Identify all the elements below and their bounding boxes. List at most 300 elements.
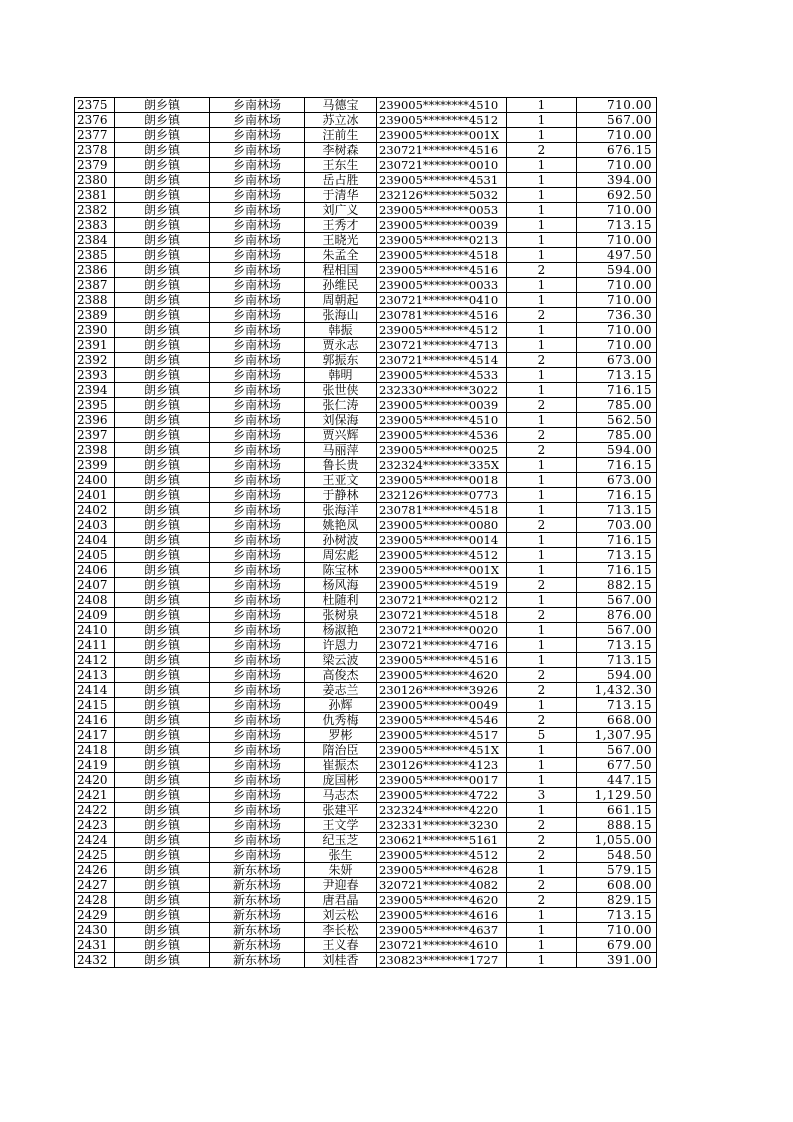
count-cell: 1 [507, 923, 577, 938]
unit-cell: 乡南林场 [210, 788, 305, 803]
amount-cell: 394.00 [577, 173, 657, 188]
town-cell: 朗乡镇 [115, 203, 210, 218]
row-number-cell: 2423 [75, 818, 115, 833]
town-cell: 朗乡镇 [115, 893, 210, 908]
table-row [75, 353, 657, 368]
unit-cell: 乡南林场 [210, 848, 305, 863]
unit-cell: 乡南林场 [210, 413, 305, 428]
id-number-cell: 239005********4628 [377, 863, 507, 878]
id-number-cell: 230721********4516 [377, 143, 507, 158]
unit-cell: 新东林场 [210, 923, 305, 938]
unit-cell: 乡南林场 [210, 443, 305, 458]
amount-cell: 1,432.30 [577, 683, 657, 698]
name-cell: 张生 [305, 848, 377, 863]
count-cell: 2 [507, 353, 577, 368]
id-number-cell: 239005********4519 [377, 578, 507, 593]
table-row [75, 923, 657, 938]
table-row [75, 908, 657, 923]
table-body [75, 98, 657, 968]
row-number-cell: 2422 [75, 803, 115, 818]
town-cell: 朗乡镇 [115, 173, 210, 188]
unit-cell: 乡南林场 [210, 728, 305, 743]
count-cell: 2 [507, 893, 577, 908]
table-row [75, 728, 657, 743]
town-cell: 朗乡镇 [115, 308, 210, 323]
row-number-cell: 2420 [75, 773, 115, 788]
count-cell: 3 [507, 788, 577, 803]
amount-cell: 391.00 [577, 953, 657, 968]
count-cell: 1 [507, 803, 577, 818]
count-cell: 1 [507, 623, 577, 638]
name-cell: 罗彬 [305, 728, 377, 743]
table-row [75, 818, 657, 833]
table-row [75, 683, 657, 698]
unit-cell: 乡南林场 [210, 173, 305, 188]
town-cell: 朗乡镇 [115, 698, 210, 713]
name-cell: 韩明 [305, 368, 377, 383]
count-cell: 1 [507, 593, 577, 608]
unit-cell: 乡南林场 [210, 323, 305, 338]
town-cell: 朗乡镇 [115, 293, 210, 308]
id-number-cell: 239005********0017 [377, 773, 507, 788]
row-number-cell: 2430 [75, 923, 115, 938]
id-number-cell: 239005********0080 [377, 518, 507, 533]
town-cell: 朗乡镇 [115, 98, 210, 113]
count-cell: 2 [507, 878, 577, 893]
town-cell: 朗乡镇 [115, 368, 210, 383]
table-row [75, 143, 657, 158]
row-number-cell: 2398 [75, 443, 115, 458]
amount-cell: 567.00 [577, 743, 657, 758]
id-number-cell: 232126********0773 [377, 488, 507, 503]
id-number-cell: 239005********0025 [377, 443, 507, 458]
row-number-cell: 2409 [75, 608, 115, 623]
name-cell: 苏立冰 [305, 113, 377, 128]
id-number-cell: 239005********4518 [377, 248, 507, 263]
count-cell: 1 [507, 113, 577, 128]
amount-cell: 710.00 [577, 158, 657, 173]
row-number-cell: 2395 [75, 398, 115, 413]
town-cell: 朗乡镇 [115, 428, 210, 443]
table-row [75, 128, 657, 143]
unit-cell: 乡南林场 [210, 638, 305, 653]
amount-cell: 594.00 [577, 443, 657, 458]
unit-cell: 新东林场 [210, 938, 305, 953]
id-number-cell: 239005********4516 [377, 263, 507, 278]
amount-cell: 567.00 [577, 113, 657, 128]
amount-cell: 579.15 [577, 863, 657, 878]
table-row [75, 653, 657, 668]
count-cell: 2 [507, 683, 577, 698]
row-number-cell: 2397 [75, 428, 115, 443]
town-cell: 朗乡镇 [115, 233, 210, 248]
name-cell: 王亚文 [305, 473, 377, 488]
row-number-cell: 2413 [75, 668, 115, 683]
unit-cell: 乡南林场 [210, 203, 305, 218]
name-cell: 杨风海 [305, 578, 377, 593]
table-row [75, 713, 657, 728]
unit-cell: 乡南林场 [210, 773, 305, 788]
name-cell: 张仁涛 [305, 398, 377, 413]
town-cell: 朗乡镇 [115, 578, 210, 593]
table-row [75, 563, 657, 578]
name-cell: 马志杰 [305, 788, 377, 803]
town-cell: 朗乡镇 [115, 638, 210, 653]
amount-cell: 710.00 [577, 233, 657, 248]
unit-cell: 乡南林场 [210, 503, 305, 518]
count-cell: 1 [507, 563, 577, 578]
row-number-cell: 2380 [75, 173, 115, 188]
count-cell: 2 [507, 308, 577, 323]
count-cell: 1 [507, 98, 577, 113]
id-number-cell: 230823********1727 [377, 953, 507, 968]
name-cell: 于清华 [305, 188, 377, 203]
name-cell: 韩振 [305, 323, 377, 338]
unit-cell: 乡南林场 [210, 563, 305, 578]
name-cell: 马德宝 [305, 98, 377, 113]
town-cell: 朗乡镇 [115, 503, 210, 518]
amount-cell: 829.15 [577, 893, 657, 908]
id-number-cell: 239005********4546 [377, 713, 507, 728]
amount-cell: 567.00 [577, 623, 657, 638]
unit-cell: 乡南林场 [210, 818, 305, 833]
unit-cell: 乡南林场 [210, 218, 305, 233]
id-number-cell: 239005********4510 [377, 413, 507, 428]
row-number-cell: 2418 [75, 743, 115, 758]
id-number-cell: 239005********4620 [377, 668, 507, 683]
amount-cell: 713.15 [577, 653, 657, 668]
town-cell: 朗乡镇 [115, 263, 210, 278]
row-number-cell: 2379 [75, 158, 115, 173]
amount-cell: 713.15 [577, 638, 657, 653]
name-cell: 孙辉 [305, 698, 377, 713]
town-cell: 朗乡镇 [115, 908, 210, 923]
unit-cell: 新东林场 [210, 863, 305, 878]
amount-cell: 677.50 [577, 758, 657, 773]
table-row [75, 263, 657, 278]
table-row [75, 188, 657, 203]
town-cell: 朗乡镇 [115, 383, 210, 398]
id-number-cell: 239005********4616 [377, 908, 507, 923]
id-number-cell: 239005********4516 [377, 653, 507, 668]
id-number-cell: 230781********4516 [377, 308, 507, 323]
unit-cell: 乡南林场 [210, 713, 305, 728]
count-cell: 1 [507, 938, 577, 953]
amount-cell: 710.00 [577, 203, 657, 218]
town-cell: 朗乡镇 [115, 833, 210, 848]
town-cell: 朗乡镇 [115, 803, 210, 818]
count-cell: 1 [507, 128, 577, 143]
unit-cell: 乡南林场 [210, 113, 305, 128]
amount-cell: 594.00 [577, 263, 657, 278]
table-row [75, 218, 657, 233]
count-cell: 1 [507, 383, 577, 398]
count-cell: 2 [507, 833, 577, 848]
name-cell: 于静林 [305, 488, 377, 503]
id-number-cell: 232324********4220 [377, 803, 507, 818]
name-cell: 尹迎春 [305, 878, 377, 893]
town-cell: 朗乡镇 [115, 593, 210, 608]
id-number-cell: 230621********5161 [377, 833, 507, 848]
id-number-cell: 232324********335X [377, 458, 507, 473]
row-number-cell: 2416 [75, 713, 115, 728]
amount-cell: 562.50 [577, 413, 657, 428]
row-number-cell: 2402 [75, 503, 115, 518]
row-number-cell: 2405 [75, 548, 115, 563]
row-number-cell: 2392 [75, 353, 115, 368]
unit-cell: 乡南林场 [210, 458, 305, 473]
unit-cell: 新东林场 [210, 893, 305, 908]
town-cell: 朗乡镇 [115, 278, 210, 293]
name-cell: 刘桂香 [305, 953, 377, 968]
count-cell: 1 [507, 218, 577, 233]
count-cell: 1 [507, 773, 577, 788]
unit-cell: 乡南林场 [210, 668, 305, 683]
id-number-cell: 239005********4722 [377, 788, 507, 803]
table-row [75, 503, 657, 518]
count-cell: 2 [507, 578, 577, 593]
table-row [75, 293, 657, 308]
town-cell: 朗乡镇 [115, 353, 210, 368]
amount-cell: 661.15 [577, 803, 657, 818]
id-number-cell: 239005********4533 [377, 368, 507, 383]
unit-cell: 乡南林场 [210, 743, 305, 758]
amount-cell: 716.15 [577, 458, 657, 473]
amount-cell: 668.00 [577, 713, 657, 728]
table-row [75, 893, 657, 908]
name-cell: 郭振东 [305, 353, 377, 368]
name-cell: 孙维民 [305, 278, 377, 293]
count-cell: 1 [507, 293, 577, 308]
unit-cell: 乡南林场 [210, 338, 305, 353]
table-row [75, 833, 657, 848]
row-number-cell: 2432 [75, 953, 115, 968]
name-cell: 李树森 [305, 143, 377, 158]
town-cell: 朗乡镇 [115, 728, 210, 743]
count-cell: 1 [507, 863, 577, 878]
name-cell: 王东生 [305, 158, 377, 173]
unit-cell: 乡南林场 [210, 548, 305, 563]
table-row [75, 848, 657, 863]
table-row [75, 323, 657, 338]
count-cell: 1 [507, 653, 577, 668]
name-cell: 张建平 [305, 803, 377, 818]
row-number-cell: 2387 [75, 278, 115, 293]
table-row [75, 308, 657, 323]
table-row [75, 623, 657, 638]
name-cell: 高俊杰 [305, 668, 377, 683]
town-cell: 朗乡镇 [115, 683, 210, 698]
name-cell: 周宏彪 [305, 548, 377, 563]
row-number-cell: 2428 [75, 893, 115, 908]
name-cell: 隋治臣 [305, 743, 377, 758]
amount-cell: 1,129.50 [577, 788, 657, 803]
table-row [75, 803, 657, 818]
town-cell: 朗乡镇 [115, 338, 210, 353]
town-cell: 朗乡镇 [115, 713, 210, 728]
count-cell: 2 [507, 263, 577, 278]
amount-cell: 548.50 [577, 848, 657, 863]
unit-cell: 乡南林场 [210, 803, 305, 818]
row-number-cell: 2403 [75, 518, 115, 533]
unit-cell: 乡南林场 [210, 758, 305, 773]
id-number-cell: 232330********3022 [377, 383, 507, 398]
amount-cell: 710.00 [577, 278, 657, 293]
row-number-cell: 2412 [75, 653, 115, 668]
table-row [75, 758, 657, 773]
amount-cell: 710.00 [577, 338, 657, 353]
row-number-cell: 2427 [75, 878, 115, 893]
amount-cell: 447.15 [577, 773, 657, 788]
name-cell: 朱孟全 [305, 248, 377, 263]
amount-cell: 710.00 [577, 923, 657, 938]
town-cell: 朗乡镇 [115, 413, 210, 428]
row-number-cell: 2408 [75, 593, 115, 608]
table-row [75, 668, 657, 683]
unit-cell: 乡南林场 [210, 398, 305, 413]
row-number-cell: 2399 [75, 458, 115, 473]
count-cell: 2 [507, 518, 577, 533]
row-number-cell: 2394 [75, 383, 115, 398]
town-cell: 朗乡镇 [115, 533, 210, 548]
town-cell: 朗乡镇 [115, 443, 210, 458]
count-cell: 1 [507, 278, 577, 293]
table-row [75, 98, 657, 113]
table-row [75, 413, 657, 428]
town-cell: 朗乡镇 [115, 848, 210, 863]
unit-cell: 乡南林场 [210, 233, 305, 248]
name-cell: 鲁长贵 [305, 458, 377, 473]
town-cell: 朗乡镇 [115, 518, 210, 533]
count-cell: 1 [507, 908, 577, 923]
name-cell: 张海山 [305, 308, 377, 323]
name-cell: 姚艳凤 [305, 518, 377, 533]
unit-cell: 乡南林场 [210, 188, 305, 203]
unit-cell: 乡南林场 [210, 518, 305, 533]
row-number-cell: 2384 [75, 233, 115, 248]
amount-cell: 710.00 [577, 128, 657, 143]
amount-cell: 713.15 [577, 698, 657, 713]
table-row [75, 953, 657, 968]
amount-cell: 888.15 [577, 818, 657, 833]
town-cell: 朗乡镇 [115, 608, 210, 623]
id-number-cell: 230721********0020 [377, 623, 507, 638]
amount-cell: 713.15 [577, 548, 657, 563]
table-row [75, 203, 657, 218]
row-number-cell: 2414 [75, 683, 115, 698]
amount-cell: 1,055.00 [577, 833, 657, 848]
amount-cell: 608.00 [577, 878, 657, 893]
count-cell: 1 [507, 323, 577, 338]
count-cell: 2 [507, 143, 577, 158]
id-number-cell: 239005********0014 [377, 533, 507, 548]
table-row [75, 533, 657, 548]
unit-cell: 乡南林场 [210, 473, 305, 488]
row-number-cell: 2385 [75, 248, 115, 263]
unit-cell: 乡南林场 [210, 833, 305, 848]
amount-cell: 716.15 [577, 533, 657, 548]
town-cell: 朗乡镇 [115, 953, 210, 968]
id-number-cell: 230781********4518 [377, 503, 507, 518]
id-number-cell: 239005********4512 [377, 323, 507, 338]
amount-cell: 713.15 [577, 908, 657, 923]
id-number-cell: 230721********4514 [377, 353, 507, 368]
unit-cell: 乡南林场 [210, 698, 305, 713]
row-number-cell: 2407 [75, 578, 115, 593]
town-cell: 朗乡镇 [115, 863, 210, 878]
count-cell: 1 [507, 698, 577, 713]
table-row [75, 518, 657, 533]
amount-cell: 785.00 [577, 428, 657, 443]
town-cell: 朗乡镇 [115, 398, 210, 413]
name-cell: 贾兴辉 [305, 428, 377, 443]
amount-cell: 679.00 [577, 938, 657, 953]
amount-cell: 673.00 [577, 353, 657, 368]
count-cell: 5 [507, 728, 577, 743]
name-cell: 张树泉 [305, 608, 377, 623]
name-cell: 姜志兰 [305, 683, 377, 698]
row-number-cell: 2424 [75, 833, 115, 848]
count-cell: 2 [507, 713, 577, 728]
id-number-cell: 239005********4512 [377, 113, 507, 128]
table-row [75, 743, 657, 758]
table-row [75, 608, 657, 623]
name-cell: 张海洋 [305, 503, 377, 518]
row-number-cell: 2417 [75, 728, 115, 743]
table-row [75, 383, 657, 398]
table-row [75, 578, 657, 593]
town-cell: 朗乡镇 [115, 458, 210, 473]
name-cell: 杜随利 [305, 593, 377, 608]
town-cell: 朗乡镇 [115, 878, 210, 893]
id-number-cell: 239005********0213 [377, 233, 507, 248]
row-number-cell: 2419 [75, 758, 115, 773]
name-cell: 唐君晶 [305, 893, 377, 908]
id-number-cell: 230721********4713 [377, 338, 507, 353]
count-cell: 1 [507, 233, 577, 248]
town-cell: 朗乡镇 [115, 548, 210, 563]
name-cell: 孙树波 [305, 533, 377, 548]
name-cell: 仇秀梅 [305, 713, 377, 728]
row-number-cell: 2377 [75, 128, 115, 143]
table-row [75, 878, 657, 893]
row-number-cell: 2389 [75, 308, 115, 323]
unit-cell: 乡南林场 [210, 383, 305, 398]
row-number-cell: 2375 [75, 98, 115, 113]
table-row [75, 428, 657, 443]
town-cell: 朗乡镇 [115, 788, 210, 803]
id-number-cell: 239005********4637 [377, 923, 507, 938]
row-number-cell: 2390 [75, 323, 115, 338]
town-cell: 朗乡镇 [115, 218, 210, 233]
id-number-cell: 239005********451X [377, 743, 507, 758]
table-row [75, 938, 657, 953]
id-number-cell: 239005********4512 [377, 548, 507, 563]
table-row [75, 773, 657, 788]
name-cell: 朱妍 [305, 863, 377, 878]
town-cell: 朗乡镇 [115, 653, 210, 668]
amount-cell: 882.15 [577, 578, 657, 593]
name-cell: 纪玉芝 [305, 833, 377, 848]
amount-cell: 710.00 [577, 293, 657, 308]
row-number-cell: 2388 [75, 293, 115, 308]
count-cell: 1 [507, 203, 577, 218]
id-number-cell: 239005********0033 [377, 278, 507, 293]
unit-cell: 新东林场 [210, 878, 305, 893]
count-cell: 2 [507, 443, 577, 458]
amount-cell: 713.15 [577, 503, 657, 518]
count-cell: 1 [507, 953, 577, 968]
